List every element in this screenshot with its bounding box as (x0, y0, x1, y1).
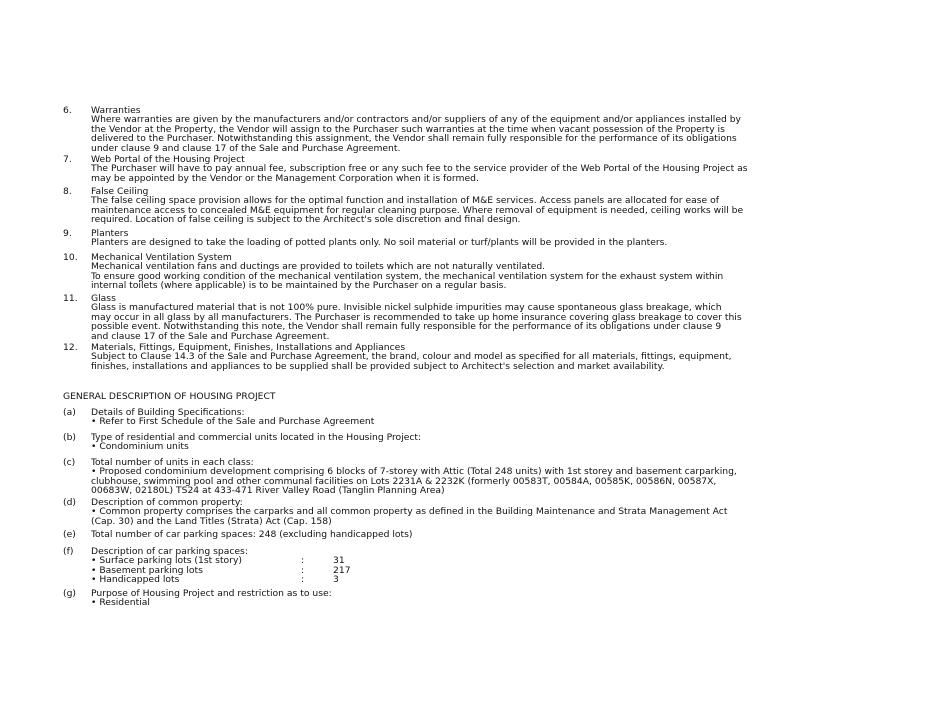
clause-line: The false ceiling space provision allows for the optimal function and installation of M&E services. Access panels are allocated for ease of (91, 195, 719, 207)
clause-title: False Ceiling (91, 186, 149, 197)
section-line: • Common property comprises the carparks and all common property as defined in the Building Maintenance and Strata Management Act (91, 506, 728, 518)
clause-line: the Vendor at the Property, the Vendor will assign to the Purchaser such warranties at the time when vacant possession of the Property is (91, 123, 725, 135)
section-title: Details of Building Specifications: (91, 407, 245, 418)
clause-line: maintenance access to concealed M&E equipment for regular cleaning purpose. Where removal of equipment is needed, ceiling works will be (91, 204, 744, 216)
clause-title: Materials, Fittings, Equipment, Finishes, Installations and Appliances (91, 342, 406, 353)
section-line: clubhouse, swimming pool and other communal facilities on Lots 2231A & 2232K (formerly 00583T, 00584A, 00585K, 00586N, 00587X, (91, 475, 717, 487)
clause-number: 7. (63, 154, 72, 165)
section-title: Purpose of Housing Project and restriction as to use: (91, 588, 332, 599)
parking-separator: : (301, 564, 305, 576)
clause-line: may be appointed by the Vendor or the Management Corporation when it is formed. (91, 172, 479, 184)
section-line: • Condominium units (91, 441, 189, 453)
parking-row-handicapped (91, 575, 893, 584)
clause-title: Glass (91, 293, 116, 304)
section-letter: (g) (63, 588, 77, 599)
clause-title: Planters (91, 228, 129, 239)
clause-number: 8. (63, 186, 72, 197)
clause-line: Subject to Clause 14.3 of the Sale and Purchase Agreement, the brand, colour and model as specified for all materials, fittings, equipment, (91, 351, 732, 363)
section-line: • Residential (91, 597, 150, 609)
clause-line: required. Location of false ceiling is subject to the Architect's sole discretion and final design. (91, 214, 521, 226)
parking-label: • Handicapped lots (91, 574, 180, 586)
clause-number: 6. (63, 105, 72, 116)
clause-line: Planters are designed to take the loading of potted plants only. No soil material or turf/plants will be provided in the planters. (91, 237, 668, 249)
clause-line: Glass is manufactured material that is not 100% pure. Invisible nickel sulphide impurities may cause spontaneous glass breakage, which (91, 302, 722, 314)
parking-value: 3 (333, 574, 339, 586)
clause-number: 10. (63, 252, 78, 263)
section-letter: (c) (63, 457, 76, 468)
clause-line: and clause 17 of the Sale and Purchase Agreement. (91, 330, 330, 342)
section-title: Type of residential and commercial units located in the Housing Project: (91, 432, 422, 443)
section-letter: (e) (63, 529, 76, 540)
parking-label: • Basement parking lots (91, 564, 203, 576)
parking-row-surface (91, 556, 893, 565)
parking-separator: : (301, 555, 305, 567)
parking-row-basement (91, 566, 893, 575)
general-description-heading: GENERAL DESCRIPTION OF HOUSING PROJECT (63, 391, 276, 402)
section-letter: (f) (63, 546, 74, 557)
clause-title: Web Portal of the Housing Project (91, 154, 245, 165)
clause-line: under clause 9 and clause 17 of the Sale and Purchase Agreement. (91, 142, 401, 154)
clause-number: 11. (63, 293, 78, 304)
clause-line: Mechanical ventilation fans and ductings are provided to toilets which are not naturally ventilated. (91, 261, 546, 273)
section-line: 00683W, 02180L) TS24 at 433-471 River Valley Road (Tanglin Planning Area) (91, 485, 445, 497)
clause-number: 9. (63, 228, 72, 239)
clause-line: The Purchaser will have to pay annual fee, subscription free or any such fee to the service provider of the Web Portal of the Housing Project as (91, 163, 748, 175)
parking-value: 31 (333, 555, 345, 567)
parking-label: • Surface parking lots (1st story) (91, 555, 242, 567)
clause-line: finishes, installations and appliances to be supplied shall be provided subject to Architect's selection and market availability. (91, 360, 665, 372)
section-title: Total number of units in each class: (91, 457, 254, 468)
parking-separator: : (301, 574, 305, 586)
clause-line: To ensure good working condition of the mechanical ventilation system, the mechanical ventilation system for the exhaust system within (91, 270, 724, 282)
clause-line: internal toilets (where applicable) is to be maintained by the Purchaser on a regular basis. (91, 280, 507, 292)
section-line: • Refer to First Schedule of the Sale and Purchase Agreement (91, 416, 375, 428)
section-title: Description of car parking spaces: (91, 546, 248, 557)
clause-line: may occur in all glass by all manufacturers. The Purchaser is recommended to take up home insurance covering glass breakage to cover this (91, 311, 742, 323)
clause-line: Where warranties are given by the manufacturers and/or contractors and/or suppliers of any of the equipment and/or appliances installed by (91, 114, 741, 126)
clause-title: Mechanical Ventilation System (91, 252, 232, 263)
section-letter: (a) (63, 407, 76, 418)
clause-line: possible event. Notwithstanding this note, the Vendor shall remain fully responsible for the performance of its obligations under clause 9 (91, 321, 722, 333)
section-title: Total number of car parking spaces: 248 (excluding handicapped lots) (91, 529, 413, 540)
section-letter: (b) (63, 432, 77, 443)
clause-number: 12. (63, 342, 78, 353)
section-title: Description of common property: (91, 497, 243, 508)
section-line: (Cap. 30) and the Land Titles (Strata) Act (Cap. 158) (91, 515, 332, 527)
clause-title: Warranties (91, 105, 141, 116)
section-letter: (d) (63, 497, 77, 508)
section-line: • Proposed condominium development comprising 6 blocks of 7-storey with Attic (Total 248 units) with 1st storey and basement carparking, (91, 466, 737, 478)
parking-value: 217 (333, 564, 351, 576)
clause-line: delivered to the Purchaser. Notwithstanding this assignment, the Vendor shall remain fully responsible for the performance of its obligations (91, 133, 737, 145)
